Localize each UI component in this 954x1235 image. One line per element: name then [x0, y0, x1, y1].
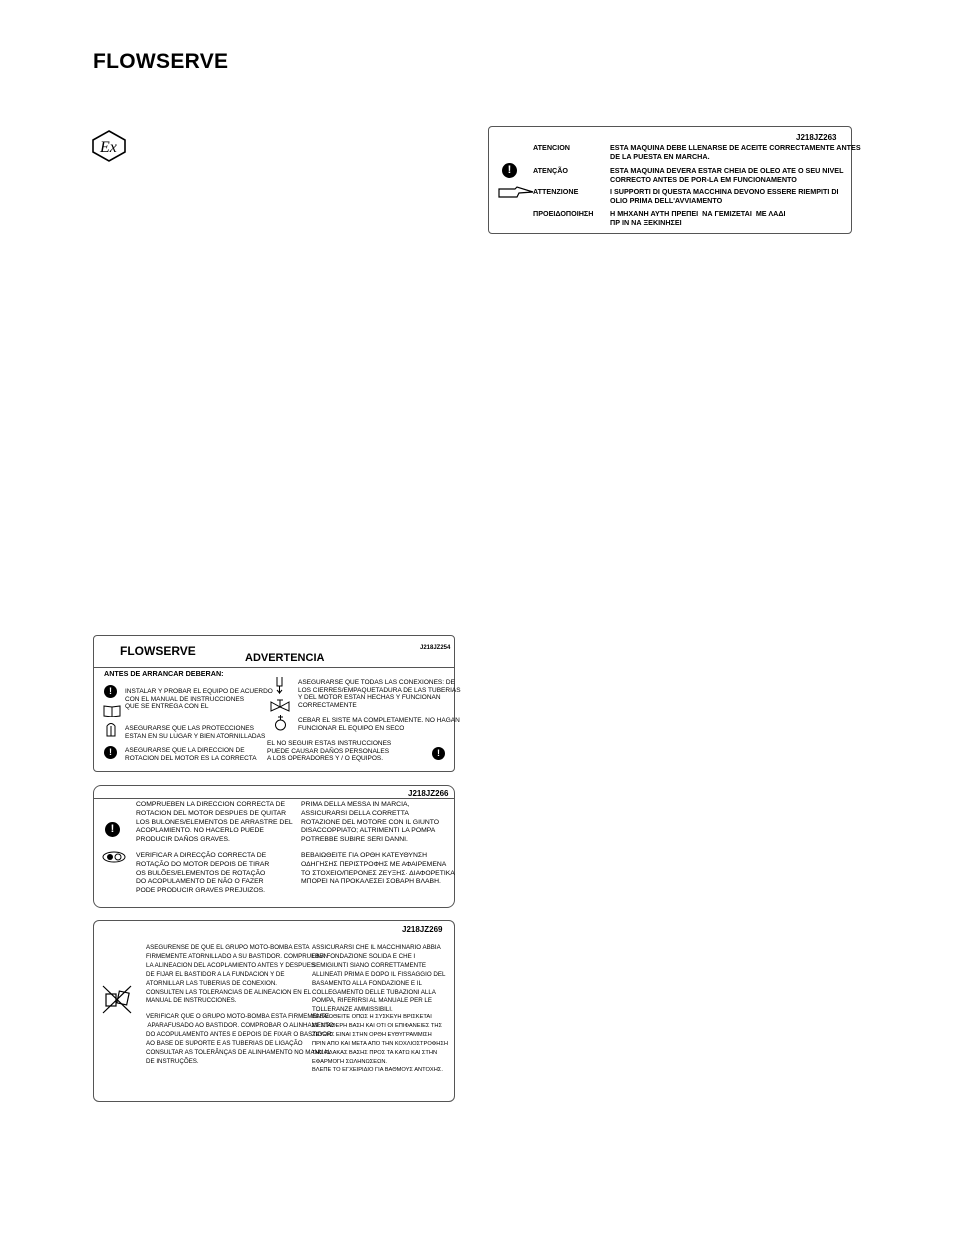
- atex-ex-icon: [91, 130, 127, 162]
- rotation-direction-label: [93, 785, 455, 908]
- divider: [94, 798, 454, 799]
- text-pt: VERIFICAR QUE O GRUPO MOTO-BOMBA ESTA FIRMEMENTE APARAFUSADO AO BASTIDOR. COMPROBAR O ALINHAMENTO DO ACOPULAMENTO ANTES E DEPOIS DE FIXAR O BASTIDOR AO BASE DE SUPORTE E AS TUBERIAS DE LIGAÇÃO CONSULTAR AS TOLERÂNÇAS DE ALINHAMENTO NO MANUAL DE INSTRUÇÕES.: [146, 1013, 334, 1065]
- oil-can-icon: [497, 185, 535, 199]
- warning-text-pt: ESTA MAQUINA DEVERA ESTAR CHEIA DE OLEO ATE O SEU NIVEL CORRECTO ANTES DE POR-LA EM FUNCIONAMENTO: [610, 166, 844, 184]
- lang-heading-pt: ATENÇÃO: [533, 166, 569, 175]
- exclamation-icon: !: [105, 822, 120, 837]
- label-code: J218JZ269: [402, 925, 443, 934]
- text-gr: ΒΕΒΑΙΩΘΕΙΤΕ ΟΠΩΣ Η ΣΥΣΚΕΥΗ ΒΡΙΣΚΕΤΑΙ ΣΕ ΣΤΑΘΕΡΗ ΒΑΣΗ ΚΑΙ ΟΤΙ ΟΙ ΕΠΙΦΑΝΕΙΕΣ ΤΗΣ ΖΕΥΞΗΣ ΕΙΝΑΙ ΣΤΗΝ ΟΡΘΗ ΕΥΘΥΓΡΑΜΜΙΣΗ ΠΡΙΝ ΑΠΟ ΚΑΙ ΜΕΤΑ ΑΠΟ ΤΗΝ ΚΟΧΛΙΟΣΤΡΟΦΗΣΗ ΤΗΣ ΠΛΑΚΑΣ ΒΑΣΗΣ ΠΡΟΣ ΤΑ ΚΑΤΩ ΚΑΙ ΣΤΗΝ ΕΦΑΡΜΟΓΗ ΣΩΛΗΝΩΣΕΩΝ. ΒΛΕΠΕ ΤΟ ΕΓΧΕΙΡΙΔΙΟ ΓΙΑ ΒΑΘΜΟΥΣ ΑΝΤΟΧΗΣ.: [312, 1014, 449, 1074]
- valve-icon: [270, 699, 290, 712]
- priming-icon: [273, 714, 288, 731]
- instruction-item: ASEGURARSE QUE LAS PROTECCIONES ESTAN EN SU LUGAR Y BIEN ATORNILLADAS: [125, 725, 266, 740]
- oil-fill-warning-label: [488, 126, 861, 234]
- label-code: J218JZ266: [408, 789, 449, 798]
- advertencia-label: [93, 635, 461, 772]
- instruction-item: INSTALAR Y PROBAR EL EQUIPO DE ACUERDO CON EL MANUAL DE INSTRUCCIONES QUE SE ENTREGA CON EL: [125, 688, 273, 710]
- warning-text-it: I SUPPORTI DI QUESTA MACCHINA DEVONO ESSERE RIEMPITI DI OLIO PRIMA DELL'AVVIAMENTO: [610, 187, 839, 205]
- label-title: ADVERTENCIA: [245, 652, 325, 664]
- exclamation-icon: !: [432, 747, 445, 760]
- lang-heading-it: ATTENZIONE: [533, 187, 579, 196]
- text-it: PRIMA DELLA MESSA IN MARCIA, ASSICURARSI DELLA CORRETTA ROTAZIONE DEL MOTORE CON IL GIUNTO DISACCOPPIATO; ALTRIMENTI LA POMPA POTREBBE SUBIRE SERI DANNI.: [301, 801, 440, 844]
- text-es: ASEGURENSE DE QUE EL GRUPO MOTO-BOMBA ESTA FIRMEMENTE ATORNILLADO A SU BASTIDOR. COMPRUEBEN LA ALINEACION DEL ACOPLAMIENTO ANTES Y DESPUES DE FIJAR EL BASTIDOR A LA FUNDACION Y DE ATORNILLAR LAS TUBERIAS DE CONEXION. CONSULTEN LAS TOLERANCIAS DE ALINEACION EN EL MANUAL DE INSTRUCCIONES.: [146, 944, 328, 1005]
- warning-consequence: EL NO SEGUIR ESTAS INSTRUCCIONES PUEDE CAUSAR DAÑOS PERSONALES A LOS OPERADORES Y / O EQUIPOS.: [267, 740, 392, 762]
- instruction-item: ASEGURARSE QUE TODAS LAS CONEXIONES: DE LOS CIERRES/EMPAQUETADURA DE LAS TUBERIAS Y DEL MOTOR ESTAN HECHAS Y FUNCIONAN CORRECTAMENTE: [298, 679, 461, 709]
- guard-protection-icon: [104, 721, 118, 737]
- label-code: J218JZ254: [420, 645, 451, 651]
- warning-text-es: ESTA MAQUINA DEBE LLENARSE DE ACEITE CORRECTAMENTE ANTES DE LA PUESTA EN MARCHA.: [610, 143, 861, 161]
- warning-text-gr: Η ΜΗΧΑΝΗ ΑΥΤΗ ΠΡΕΠΕΙ ΝΑ ΓΕΜΙΖΕΤΑΙ ΜΕ ΛΑΔΙ ΠΡ ΙΝ ΝΑ ΞΕΚΙΝΗΣΕΙ: [610, 209, 786, 227]
- instruction-item: ASEGURARSE QUE LA DIRECCION DE ROTACION DEL MOTOR ES LA CORRECTA: [125, 747, 257, 762]
- svg-text:Ex: Ex: [100, 139, 117, 156]
- manual-book-icon: [103, 704, 121, 717]
- text-it: ASSICURARSI CHE IL MACCHINARIO ABBIA UNA FONDAZIONE SOLIDA E CHE I SEMIGIUNTI SIANO CORRETTAMENTE ALLINEATI PRIMA E DOPO IL FISSAGGIO DEL BASAMENTO ALLA FONDAZIONE E IL COLLEGAMENTO DELLE TUBAZIONI ALLA POMPA, RIFERIRSI AL MANUALE PER LE TOLLERANZE AMMISSIBILI.: [312, 944, 446, 1014]
- pipe-connection-icon: [274, 676, 286, 694]
- intro-text: ANTES DE ARRANCAR DEBERAN:: [104, 669, 224, 678]
- exclamation-icon: !: [502, 163, 517, 178]
- flowserve-logo: FLOWSERVE: [93, 50, 229, 73]
- text-gr: ΒΕΒΑΙΩΘΕΙΤΕ ΓΙΑ ΟΡΘΗ ΚΑΤΕΥΘΥΝΣΗ ΟΔΗΓΗΣΗΣ ΠΕΡΙΣΤΡΟΦΗΣ ΜΕ ΑΦΑΙΡΕΜΕΝΑ ΤΟ ΣΤΟΧΕΙΟ/ΠΕΡΟΝΕΣ ΖΕΥΞΗΣ· ΔΙΑΦΟΡΕΤΙΚΑ ΜΠΟΡΕΙ ΝΑ ΠΡΟΚΑΛΕΣΕΙ ΣΟΒΑΡΗ ΒΛΑΒΗ.: [301, 852, 455, 886]
- lang-heading-es: ATENCION: [533, 143, 570, 152]
- exclamation-icon: !: [104, 685, 117, 698]
- label-code: J218JZ263: [796, 133, 837, 142]
- divider: [94, 667, 454, 668]
- lang-heading-gr: ΠΡΟΕΙΔΟΠΟΙΗΣΗ: [533, 209, 594, 218]
- instruction-item: CEBAR EL SISTE MA COMPLETAMENTE. NO HAGAN FUNCIONAR EL EQUIPO EN SECO: [298, 717, 460, 732]
- text-es: COMPRUEBEN LA DIRECCION CORRECTA DE ROTACION DEL MOTOR DESPUES DE QUITAR LOS BULONES/ELEMENTOS DE ARRASTRE DEL ACOPLAMIENTO. NO HACERLO PUEDE PRODUCIR DAÑOS GRAVES.: [136, 801, 293, 844]
- exclamation-icon: !: [104, 746, 117, 759]
- coupling-rotation-icon: [101, 850, 127, 864]
- label-logo: FLOWSERVE: [120, 644, 196, 658]
- alignment-label: [93, 920, 455, 1102]
- text-pt: VERIFICAR A DIRECÇÃO CORRECTA DE ROTAÇÃO DO MOTOR DEPOIS DE TIRAR OS BULÕES/ELEMENTOS DE ROTAÇÃO DO ACOPULAMENTO DE NÃO O FAZER PODE PRODUCIR GRAVES PREJUIZOS.: [136, 852, 270, 895]
- misaligned-coupling-icon: [102, 984, 132, 1016]
